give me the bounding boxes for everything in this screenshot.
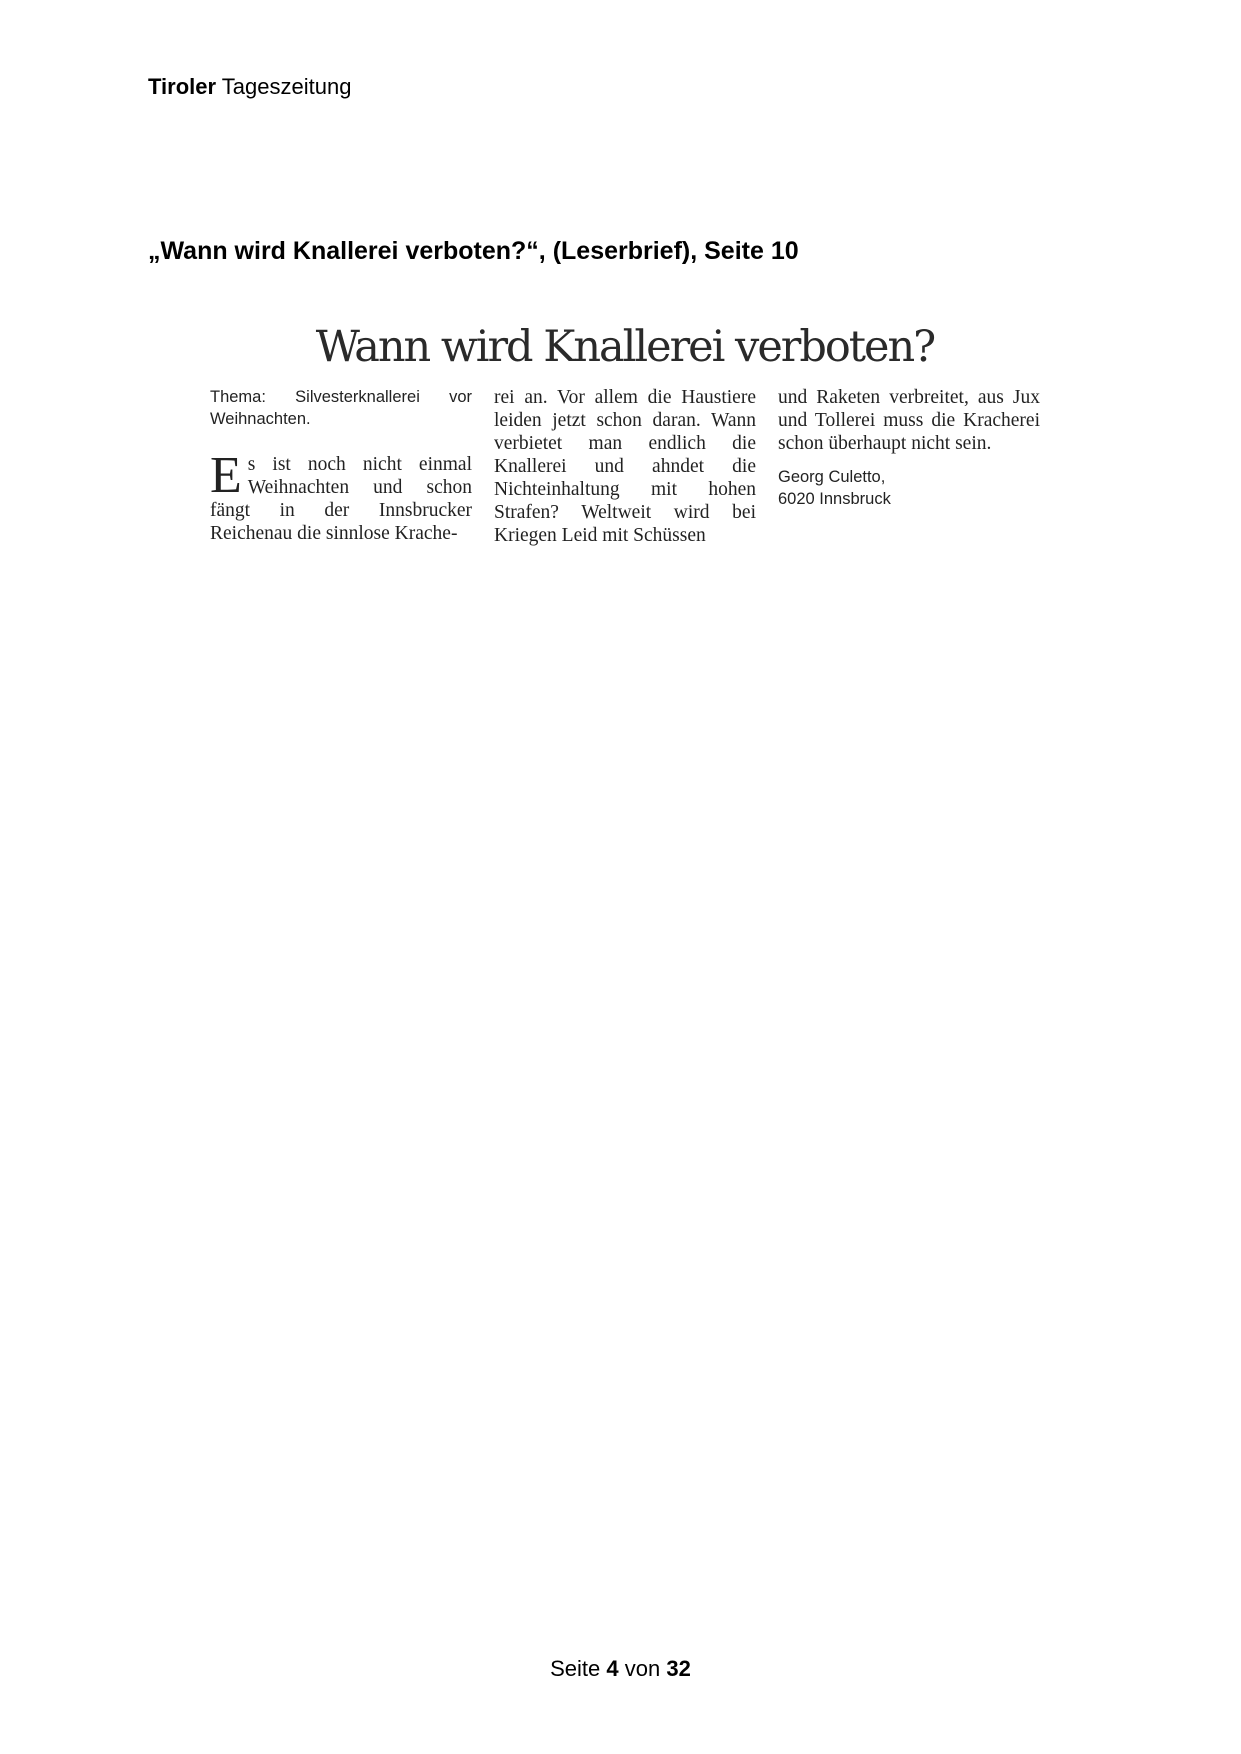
drop-cap: E: [210, 447, 242, 504]
clipping-headline: Wann wird Knallerei verboten?: [315, 322, 935, 372]
column-1: [210, 386, 472, 547]
footer-prefix: Seite: [550, 1656, 601, 1681]
publication-header: [148, 74, 351, 100]
author-name: Georg Culetto,: [778, 468, 886, 486]
thema-line: Thema: Silvesterknallerei vor Weihnachten.: [210, 388, 472, 428]
author-location: 6020 Innsbruck: [778, 490, 891, 508]
author-signature: [778, 466, 1040, 510]
column-3: [778, 386, 1040, 547]
column-2-body: rei an. Vor allem die Haustiere leiden jetzt schon daran. Wann verbietet man endlich die Knallerei und ahndet die Nichteinhaltung mit hohen Strafen? Weltweit wird bei Kriegen Leid mit Schüssen: [494, 387, 756, 546]
page-total: 32: [666, 1656, 691, 1681]
page-footer: [0, 1656, 1241, 1682]
footer-middle: von: [624, 1656, 661, 1681]
publication-name-bold: Tiroler: [148, 74, 217, 99]
column-2: [494, 386, 756, 547]
column-1-text: [210, 447, 472, 545]
column-1-body: s ist noch nicht einmal Weihnachten und schon fängt in der Innsbrucker Reichenau die sinnlose Krache-: [210, 454, 472, 544]
clipping-columns: [210, 386, 1040, 547]
publication-name-regular: Tageszeitung: [221, 74, 352, 99]
column-3-body: und Raketen verbreitet, aus Jux und Tollerei muss die Kracherei schon überhaupt nicht sein.: [778, 387, 1040, 454]
document-title: „Wann wird Knallerei verboten?“, (Leserbrief), Seite 10: [148, 237, 799, 265]
page-number: 4: [606, 1656, 619, 1681]
newspaper-clipping: [210, 322, 1040, 547]
